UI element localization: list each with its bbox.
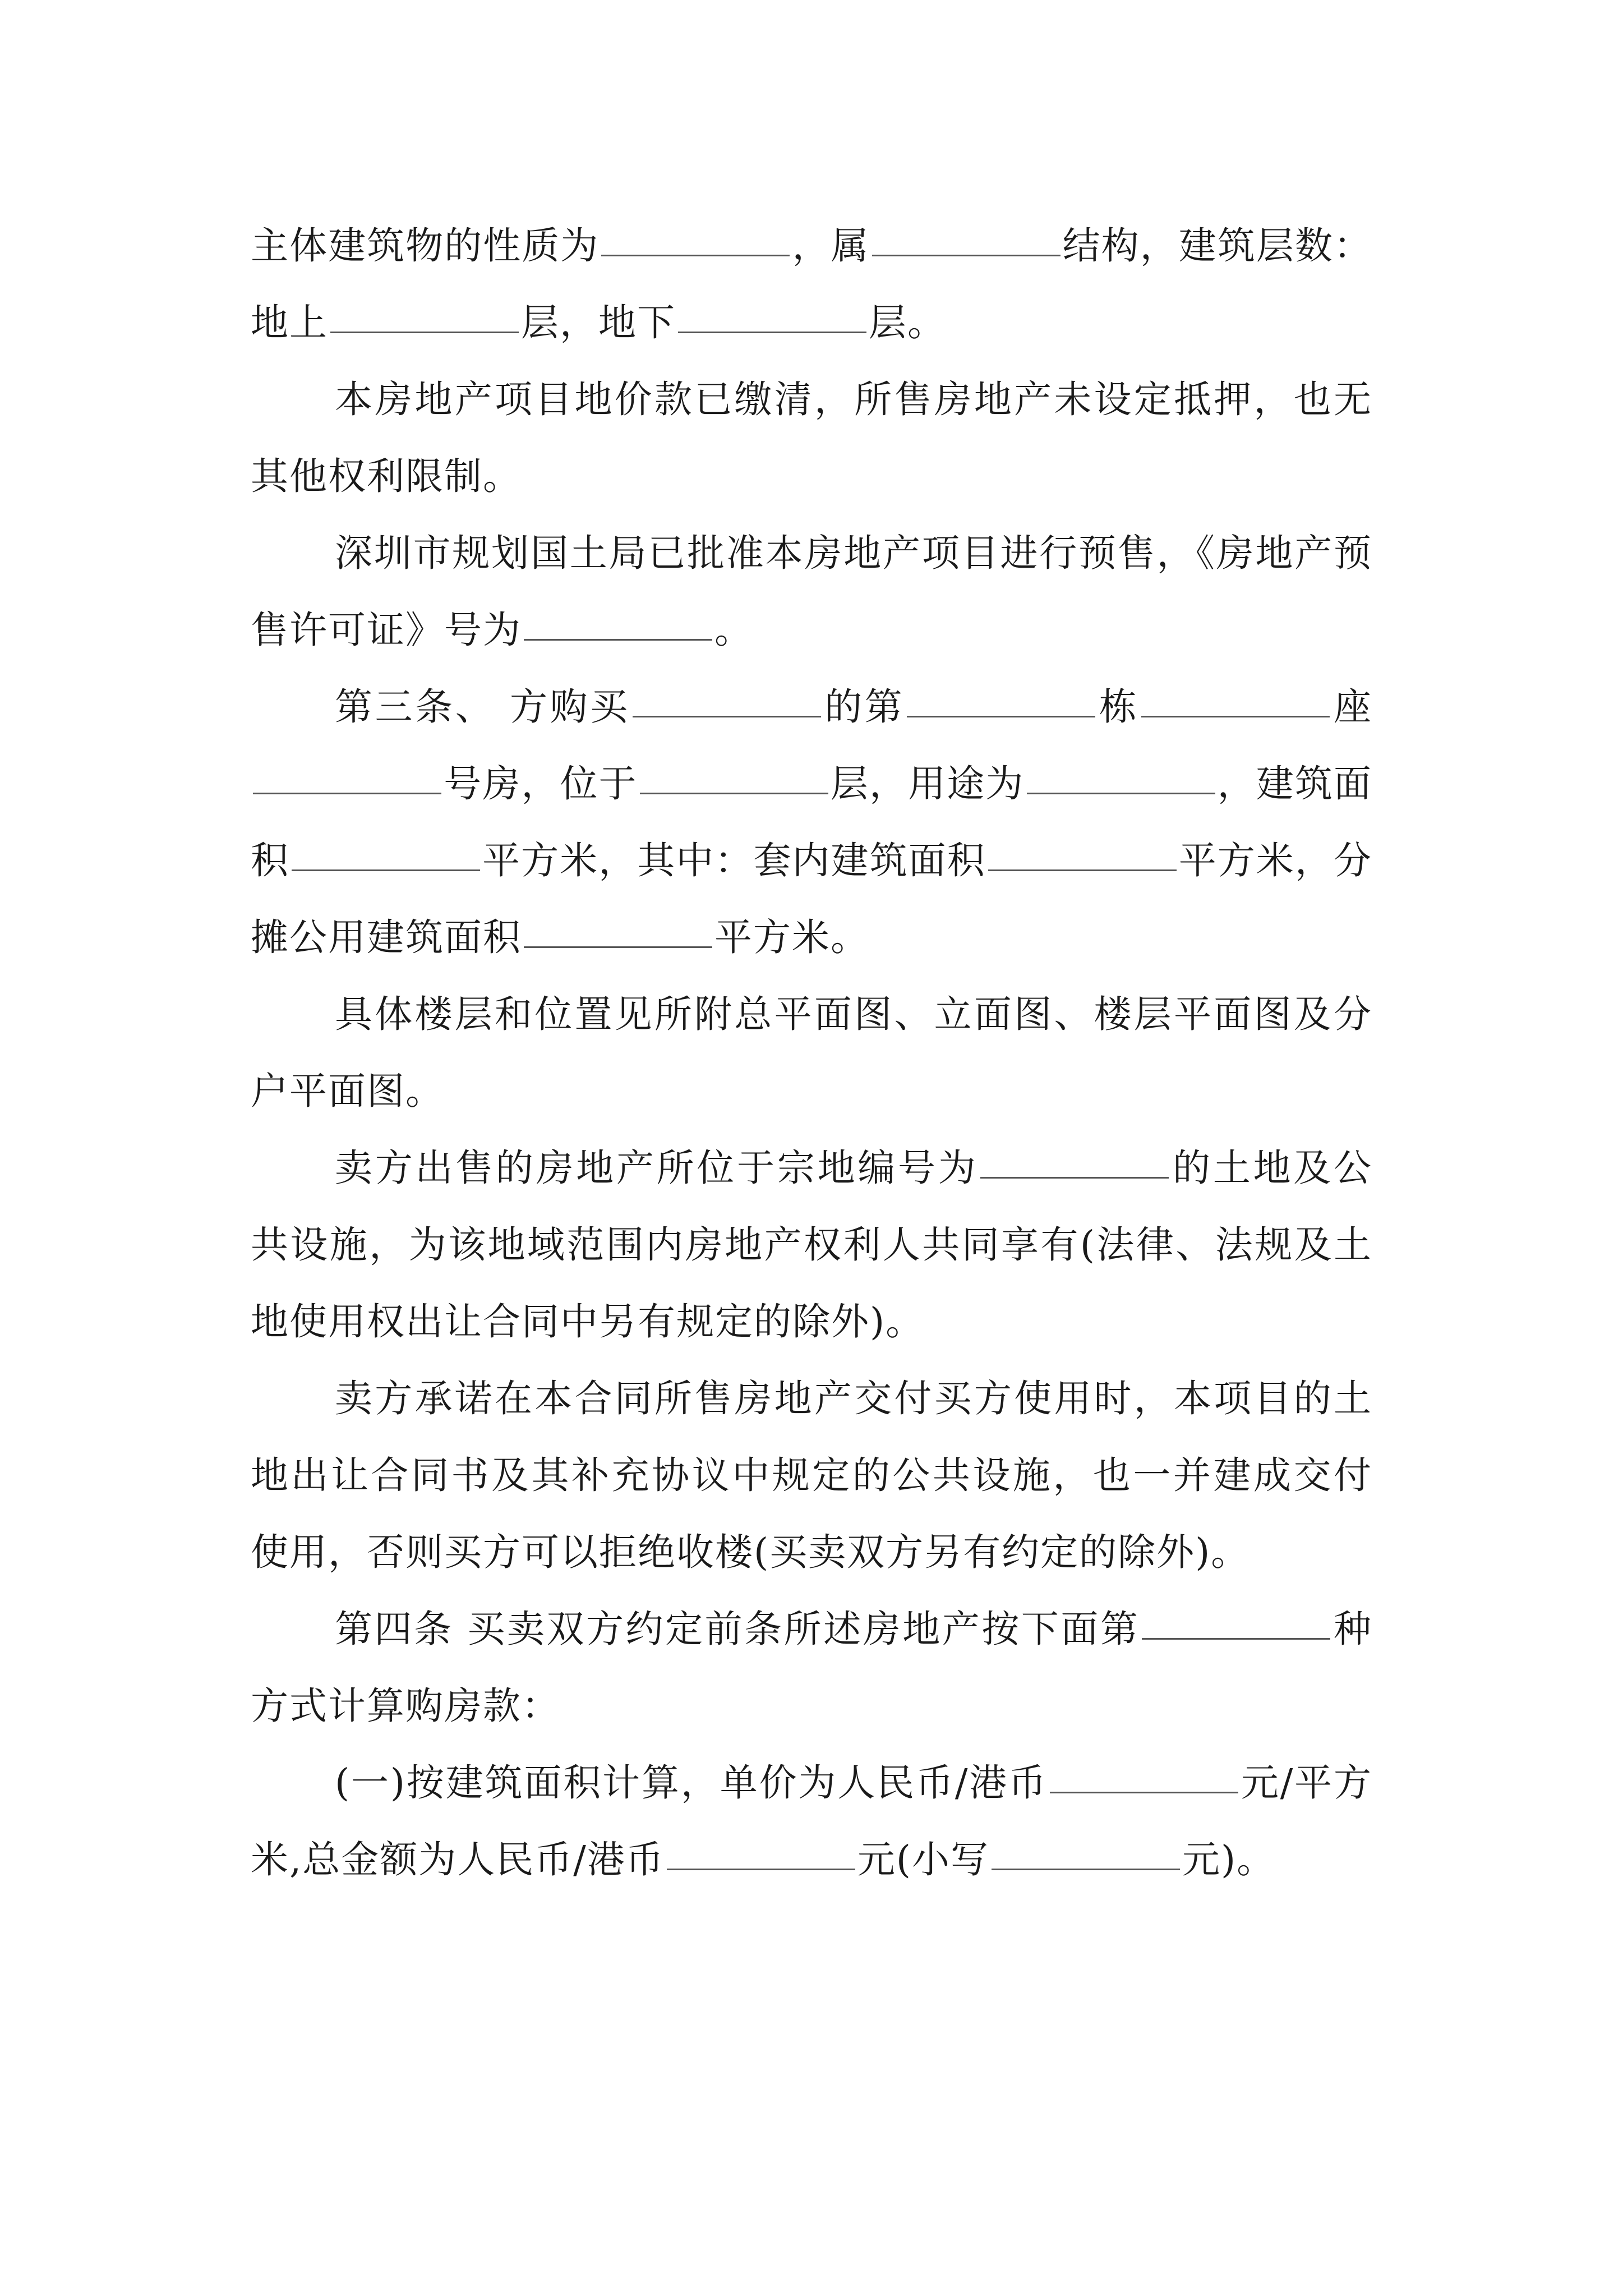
contract-body — [251, 208, 1372, 1898]
text-segment: 元(小写 — [857, 1838, 990, 1881]
text-segment: 深圳市规划国土局已批准本房地产项目进行预售，《房地产预售许可证》号为 — [251, 531, 1372, 652]
text-segment: 具体楼层和位置见所附总平面图、立面图、楼层平面图及分户平面图。 — [251, 992, 1372, 1113]
fill-in-blank[interactable] — [1050, 1791, 1238, 1793]
fill-in-blank[interactable] — [524, 946, 712, 948]
paragraph-price-method-1 — [251, 1745, 1372, 1898]
text-segment: (一)按建筑面积计算，单价为人民币/港币 — [335, 1761, 1048, 1805]
text-segment: 结构，建筑层数：地上 — [251, 224, 1373, 344]
text-segment: 种方式计算购房款： — [251, 1607, 1373, 1728]
paragraph-seller-commitment — [251, 1360, 1372, 1591]
text-segment: 第四条 买卖双方约定前条所述房地产按下面第 — [335, 1607, 1140, 1651]
fill-in-blank[interactable] — [1027, 792, 1215, 794]
text-segment: 卖方承诺在本合同所售房地产交付买方使用时，本项目的土地出让合同书及其补充协议中规定的公共设施，也一并建成交付使用，否则买方可以拒绝收楼(买卖双方另有约定的除外)。 — [251, 1377, 1372, 1574]
paragraph-floor-plans — [251, 976, 1372, 1130]
text-segment: 栋 — [1098, 685, 1140, 729]
fill-in-blank[interactable] — [992, 1868, 1180, 1870]
fill-in-blank[interactable] — [667, 1868, 855, 1870]
fill-in-blank[interactable] — [292, 869, 480, 871]
fill-in-blank[interactable] — [330, 331, 519, 333]
text-segment: 层。 — [869, 301, 946, 344]
fill-in-blank[interactable] — [253, 792, 441, 794]
text-segment: 平方米，其中：套内建筑面积 — [482, 839, 986, 882]
text-segment: 卖方出售的房地产所位于宗地编号为 — [335, 1146, 979, 1190]
paragraph-article-4 — [251, 1591, 1372, 1745]
text-segment: ，建筑面积 — [251, 762, 1372, 882]
paragraph-article-3 — [251, 669, 1372, 976]
text-segment: 号房，位于 — [444, 762, 638, 806]
text-segment: 元)。 — [1182, 1838, 1276, 1881]
fill-in-blank[interactable] — [524, 638, 712, 641]
paragraph-presale-permit — [251, 515, 1372, 669]
text-segment: 座 — [1332, 685, 1373, 729]
text-segment: 的第 — [823, 685, 905, 729]
text-segment: 平方米，分摊公用建筑面积 — [251, 839, 1373, 959]
paragraph-land-parcel — [251, 1130, 1372, 1360]
text-segment: 的土地及公共设施，为该地域范围内房地产权利人共同享有(法律、法规及土地使用权出让合同中另有规定的除外)。 — [251, 1146, 1373, 1343]
paragraph-main-building — [251, 208, 1372, 361]
text-segment: 元/平方米,总金额为人民币/港币 — [251, 1761, 1373, 1881]
fill-in-blank[interactable] — [678, 331, 866, 333]
text-segment: 层，用途为 — [830, 762, 1025, 806]
text-segment: 层，地下 — [521, 301, 676, 344]
text-segment: 。 — [714, 608, 753, 652]
text-segment: 平方米。 — [714, 915, 869, 959]
text-segment: 本房地产项目地价款已缴清，所售房地产未设定抵押，也无其他权利限制。 — [251, 378, 1372, 498]
text-segment: ，属 — [792, 224, 870, 268]
fill-in-blank[interactable] — [907, 715, 1095, 717]
text-segment: 主体建筑物的性质为 — [251, 224, 600, 268]
fill-in-blank[interactable] — [633, 715, 821, 717]
fill-in-blank[interactable] — [980, 1176, 1169, 1179]
text-segment: 第三条、 方购买 — [335, 685, 630, 729]
fill-in-blank[interactable] — [601, 254, 790, 256]
fill-in-blank[interactable] — [640, 792, 828, 794]
fill-in-blank[interactable] — [872, 254, 1061, 256]
paragraph-land-price — [251, 361, 1372, 515]
fill-in-blank[interactable] — [1142, 1637, 1330, 1640]
fill-in-blank[interactable] — [1141, 715, 1330, 717]
fill-in-blank[interactable] — [988, 869, 1177, 871]
